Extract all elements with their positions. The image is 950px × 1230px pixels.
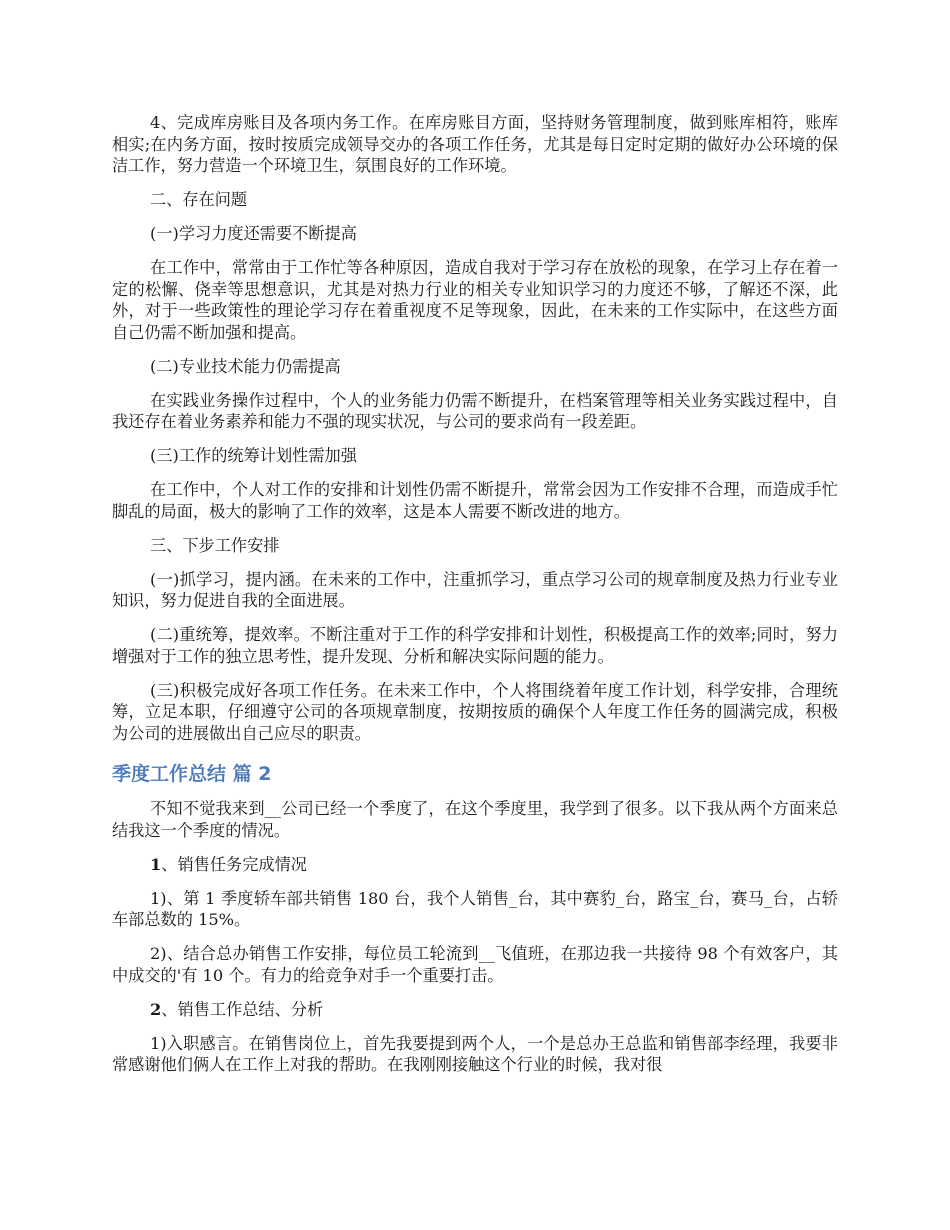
subheading-sales-summary [112, 999, 838, 1021]
section-heading-problems: 二、存在问题 [150, 190, 248, 209]
paragraph-study: 在工作中，常常由于工作忙等各种原因，造成自我对于学习存在放松的现象，在学习上存在着一定的松懈、侥幸等思想意识，尤其是对热力行业的相关专业知识学习的力度还不够，了解还不深，此外，对于一些政策性的理论学习存在着重视度不足等现象，因此，在未来的工作实际中，在这些方面自己仍需不断加强和提高。 [112, 258, 838, 342]
paragraph-next-efficiency: (二)重统筹，提效率。不断注重对于工作的科学安排和计划性，积极提高工作的效率;同时，努力增强对于工作的独立思考性，提升发现、分析和解决实际问题的能力。 [112, 625, 838, 666]
paragraph-planning: 在工作中，个人对工作的安排和计划性仍需不断提升，常常会因为工作安排不合理，而造成手忙脚乱的局面，极大的影响了工作的效率，这是本人需要不断改进的地方。 [112, 480, 838, 521]
paragraph-intro: 不知不觉我来到__公司已经一个季度了，在这个季度里，我学到了很多。以下我从两个方面来总结我这一个季度的情况。 [112, 799, 838, 840]
subheading-skills: (二)专业技术能力仍需提高 [150, 356, 341, 376]
paragraph-sales-q1: 1)、第 1 季度轿车部共销售 180 台，我个人销售_台，其中赛豹_台，路宝_台，赛马_台，占轿车部总数的 15%。 [112, 888, 838, 929]
subheading-number: 1 [150, 854, 162, 874]
paragraph-next-tasks: (三)积极完成好各项工作任务。在未来工作中，个人将围绕着年度工作计划，科学安排，合理统筹，立足本职，仔细遵守公司的各项规章制度，按期按质的确保个人年度工作任务的圆满完成，积极为公司的进展做出自己应尽的职责。 [112, 680, 838, 743]
subheading-text: 、销售任务完成情况 [161, 854, 307, 874]
subheading-number: 2 [150, 999, 162, 1019]
subheading-study: (一)学习力度还需要不断提高 [150, 224, 357, 243]
section-heading-next-steps: 三、下步工作安排 [150, 535, 280, 555]
paragraph-skills: 在实践业务操作过程中，个人的业务能力仍需不断提升，在档案管理等相关业务实践过程中，自我还存在着业务素养和能力不强的现实状况，与公司的要求尚有一段差距。 [112, 390, 838, 431]
article-heading-2: 季度工作总结 篇 2 [112, 763, 272, 785]
paragraph-next-study: (一)抓学习，提内涵。在未来的工作中，注重抓学习，重点学习公司的规章制度及热力行业专业知识，努力促进自我的全面进展。 [112, 569, 838, 610]
paragraph-inventory: 4、完成库房账目及各项内务工作。在库房账目方面，坚持财务管理制度，做到账库相符，账库相实;在内务方面，按时按质完成领导交办的各项工作任务，尤其是每日定时定期的做好办公环境的保洁工作，努力营造一个环境卫生，氛围良好的工作环境。 [112, 113, 838, 175]
subheading-planning: (三)工作的统筹计划性需加强 [150, 446, 357, 465]
paragraph-sales-duty: 2)、结合总办销售工作安排，每位员工轮流到__飞值班，在那边我一共接待 98 个有效客户，其中成交的'有 10 个。有力的给竞争对手一个重要打击。 [112, 944, 838, 985]
subheading-sales-tasks [112, 854, 838, 876]
subheading-text: 、销售工作总结、分析 [161, 999, 324, 1019]
paragraph-onboarding: 1)入职感言。在销售岗位上，首先我要提到两个人，一个是总办王总监和销售部李经理，我要非常感谢他们俩人在工作上对我的帮助。在我刚刚接触这个行业的时候，我对很 [112, 1033, 838, 1074]
